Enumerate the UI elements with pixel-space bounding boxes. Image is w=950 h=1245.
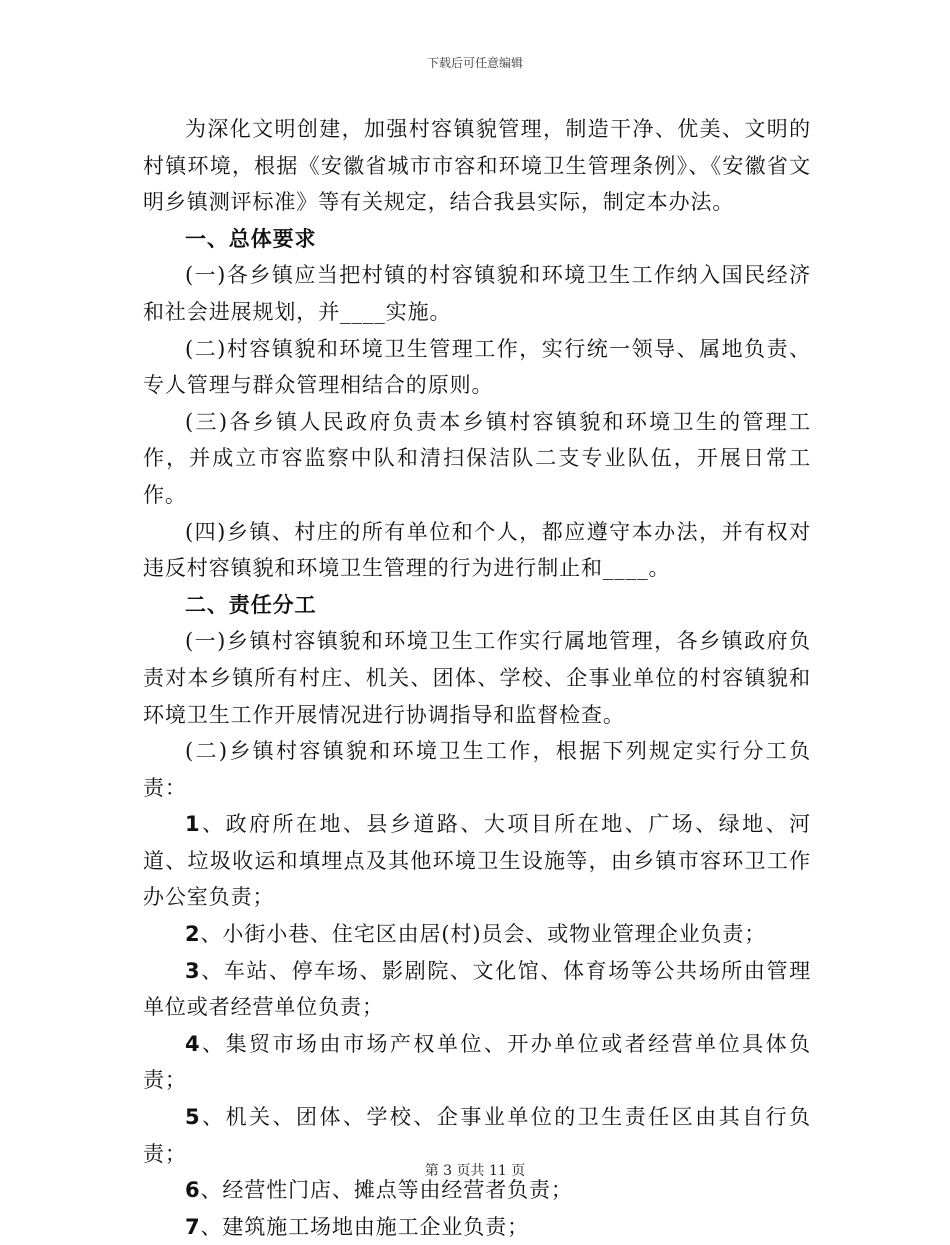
page-number-footer: 第 3 页共 11 页 [424,1163,526,1179]
paragraph-responsibility-2: (二)乡镇村容镇貌和环境卫生工作，根据下列规定实行分工负责： [143,739,811,800]
section-heading-responsibilities: 二、责任分工 [185,592,317,617]
list-item [143,1026,811,1099]
list-item-number: 7 [185,1214,201,1239]
list-item-text: 、车站、停车场、影剧院、文化馆、体育场等公共场所由管理单位或者经营单位负责； [143,958,811,1020]
section-heading-general-requirements: 一、总体要求 [185,226,317,251]
paragraph-responsibility-1: (一)乡镇村容镇貌和环境卫生工作实行属地管理，各乡镇政府负责对本乡镇所有村庄、机关、团体、学校、企事业单位的村容镇貌和环境卫生工作开展情况进行协调指导和监督检查。 [143,629,811,727]
list-item-text: 、小街小巷、住宅区由居(村)员会、或物业管理企业负责； [200,922,767,947]
list-item [143,806,811,916]
list-item-number: 4 [185,1031,201,1056]
paragraph-general-3: (三)各乡镇人民政府负责本乡镇村容镇貌和环境卫生的管理工作，并成立市容监察中队和清扫保洁队二支专业队伍，开展日常工作。 [143,409,811,507]
paragraph-general-4: (四)乡镇、村庄的所有单位和个人，都应遵守本办法，并有权对违反村容镇貌和环境卫生管理的行为进行制止和____。 [143,519,811,581]
list-item [143,916,811,953]
list-item-number: 2 [185,922,201,947]
paragraph-general-1: (一)各乡镇应当把村镇的村容镇貌和环境卫生工作纳入国民经济和社会进展规划，并____实施。 [143,263,811,324]
list-item-text: 、机关、团体、学校、企事业单位的卫生责任区由其自行负责； [143,1105,811,1166]
list-item-number: 5 [185,1105,201,1130]
list-item [143,1209,811,1245]
document-body [143,111,811,1245]
intro-paragraph: 为深化文明创建，加强村容镇貌管理，制造干净、优美、文明的村镇环境，根据《安徽省城市市容和环境卫生管理条例》、《安徽省文明乡镇测评标准》等有关规定，结合我县实际，制定本办法。 [143,117,811,215]
list-item-text: 、经营性门店、摊点等由经营者负责； [200,1178,573,1203]
list-item-text: 、政府所在地、县乡道路、大项目所在地、广场、绿地、河道、垃圾收运和填埋点及其他环境卫生设施等，由乡镇市容环卫工作办公室负责； [143,812,811,910]
paragraph-general-2: (二)村容镇貌和环境卫生管理工作，实行统一领导、属地负责、专人管理与群众管理相结合的原则。 [143,336,811,398]
page-header: 下载后可任意编辑 [426,56,523,70]
list-item [143,953,811,1026]
list-item-number: 1 [185,812,201,837]
list-item-text: 、集贸市场由市场产权单位、开办单位或者经营单位具体负责； [143,1031,811,1093]
list-item-text: 、建筑施工场地由施工企业负责； [200,1214,530,1239]
list-item-number: 3 [185,958,201,983]
list-item-number: 6 [185,1178,201,1203]
